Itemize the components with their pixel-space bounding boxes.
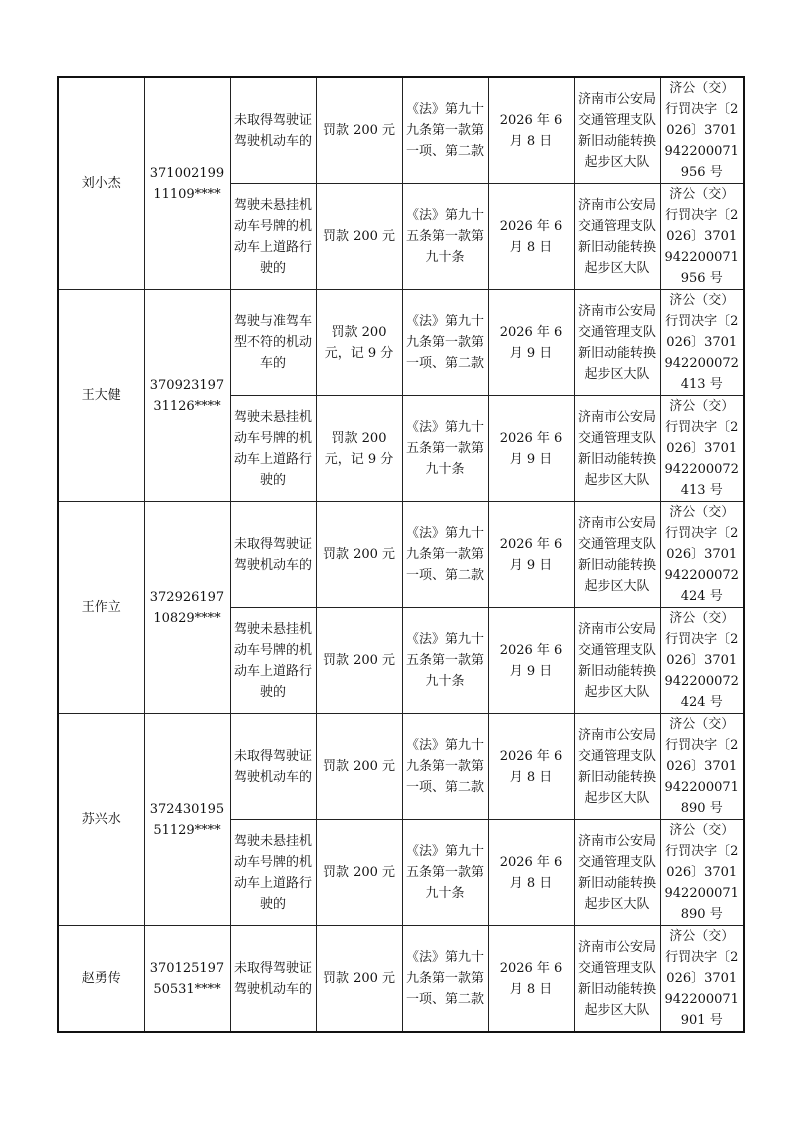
legal-basis: 《法》第九十九条第一款第一项、第二款 <box>402 290 488 396</box>
authority: 济南市公安局交通管理支队新旧动能转换起步区大队 <box>574 502 660 608</box>
decision-date: 2026 年 6 月 8 日 <box>488 184 574 290</box>
legal-basis: 《法》第九十九条第一款第一项、第二款 <box>402 714 488 820</box>
id-number: 37100219911109**** <box>144 77 230 290</box>
person-name: 王作立 <box>58 502 144 714</box>
authority: 济南市公安局交通管理支队新旧动能转换起步区大队 <box>574 608 660 714</box>
id-number: 37012519750531**** <box>144 926 230 1033</box>
decision-date: 2026 年 6 月 8 日 <box>488 926 574 1033</box>
decision-date: 2026 年 6 月 9 日 <box>488 608 574 714</box>
decision-number: 济公（交）行罚决字〔2026〕3701942200072424 号 <box>660 502 744 608</box>
penalty: 罚款 200 元，记 9 分 <box>316 396 402 502</box>
violation-act: 未取得驾驶证驾驶机动车的 <box>230 714 316 820</box>
violation-act: 驾驶与准驾车型不符的机动车的 <box>230 290 316 396</box>
legal-basis: 《法》第九十九条第一款第一项、第二款 <box>402 77 488 184</box>
penalty-table <box>57 76 745 1033</box>
id-number: 37292619710829**** <box>144 502 230 714</box>
penalty: 罚款 200 元 <box>316 77 402 184</box>
penalty: 罚款 200 元 <box>316 820 402 926</box>
table-row <box>58 502 744 608</box>
violation-act: 驾驶未悬挂机动车号牌的机动车上道路行驶的 <box>230 608 316 714</box>
table-row <box>58 926 744 1033</box>
table-row <box>58 77 744 184</box>
decision-date: 2026 年 6 月 8 日 <box>488 77 574 184</box>
legal-basis: 《法》第九十九条第一款第一项、第二款 <box>402 502 488 608</box>
decision-number: 济公（交）行罚决字〔2026〕3701942200071901 号 <box>660 926 744 1033</box>
decision-number: 济公（交）行罚决字〔2026〕3701942200071956 号 <box>660 77 744 184</box>
decision-date: 2026 年 6 月 9 日 <box>488 502 574 608</box>
penalty: 罚款 200 元 <box>316 714 402 820</box>
violation-act: 未取得驾驶证驾驶机动车的 <box>230 77 316 184</box>
penalty: 罚款 200 元，记 9 分 <box>316 290 402 396</box>
legal-basis: 《法》第九十五条第一款第九十条 <box>402 184 488 290</box>
decision-date: 2026 年 6 月 8 日 <box>488 714 574 820</box>
id-number: 37092319731126**** <box>144 290 230 502</box>
legal-basis: 《法》第九十五条第一款第九十条 <box>402 820 488 926</box>
decision-number: 济公（交）行罚决字〔2026〕3701942200071890 号 <box>660 820 744 926</box>
decision-number: 济公（交）行罚决字〔2026〕3701942200071956 号 <box>660 184 744 290</box>
table-row <box>58 714 744 820</box>
authority: 济南市公安局交通管理支队新旧动能转换起步区大队 <box>574 290 660 396</box>
decision-date: 2026 年 6 月 9 日 <box>488 396 574 502</box>
person-name: 王大健 <box>58 290 144 502</box>
person-name: 苏兴水 <box>58 714 144 926</box>
authority: 济南市公安局交通管理支队新旧动能转换起步区大队 <box>574 820 660 926</box>
decision-date: 2026 年 6 月 8 日 <box>488 820 574 926</box>
legal-basis: 《法》第九十五条第一款第九十条 <box>402 608 488 714</box>
person-name: 赵勇传 <box>58 926 144 1033</box>
authority: 济南市公安局交通管理支队新旧动能转换起步区大队 <box>574 184 660 290</box>
violation-act: 驾驶未悬挂机动车号牌的机动车上道路行驶的 <box>230 820 316 926</box>
violation-act: 驾驶未悬挂机动车号牌的机动车上道路行驶的 <box>230 396 316 502</box>
decision-date: 2026 年 6 月 9 日 <box>488 290 574 396</box>
table-row <box>58 290 744 396</box>
id-number: 37243019551129**** <box>144 714 230 926</box>
penalty: 罚款 200 元 <box>316 184 402 290</box>
penalty: 罚款 200 元 <box>316 502 402 608</box>
legal-basis: 《法》第九十九条第一款第一项、第二款 <box>402 926 488 1033</box>
authority: 济南市公安局交通管理支队新旧动能转换起步区大队 <box>574 714 660 820</box>
decision-number: 济公（交）行罚决字〔2026〕3701942200072424 号 <box>660 608 744 714</box>
violation-act: 驾驶未悬挂机动车号牌的机动车上道路行驶的 <box>230 184 316 290</box>
penalty: 罚款 200 元 <box>316 608 402 714</box>
legal-basis: 《法》第九十五条第一款第九十条 <box>402 396 488 502</box>
authority: 济南市公安局交通管理支队新旧动能转换起步区大队 <box>574 396 660 502</box>
decision-number: 济公（交）行罚决字〔2026〕3701942200072413 号 <box>660 396 744 502</box>
penalty: 罚款 200 元 <box>316 926 402 1033</box>
authority: 济南市公安局交通管理支队新旧动能转换起步区大队 <box>574 77 660 184</box>
decision-number: 济公（交）行罚决字〔2026〕3701942200072413 号 <box>660 290 744 396</box>
decision-number: 济公（交）行罚决字〔2026〕3701942200071890 号 <box>660 714 744 820</box>
authority: 济南市公安局交通管理支队新旧动能转换起步区大队 <box>574 926 660 1033</box>
violation-act: 未取得驾驶证驾驶机动车的 <box>230 926 316 1033</box>
person-name: 刘小杰 <box>58 77 144 290</box>
violation-act: 未取得驾驶证驾驶机动车的 <box>230 502 316 608</box>
